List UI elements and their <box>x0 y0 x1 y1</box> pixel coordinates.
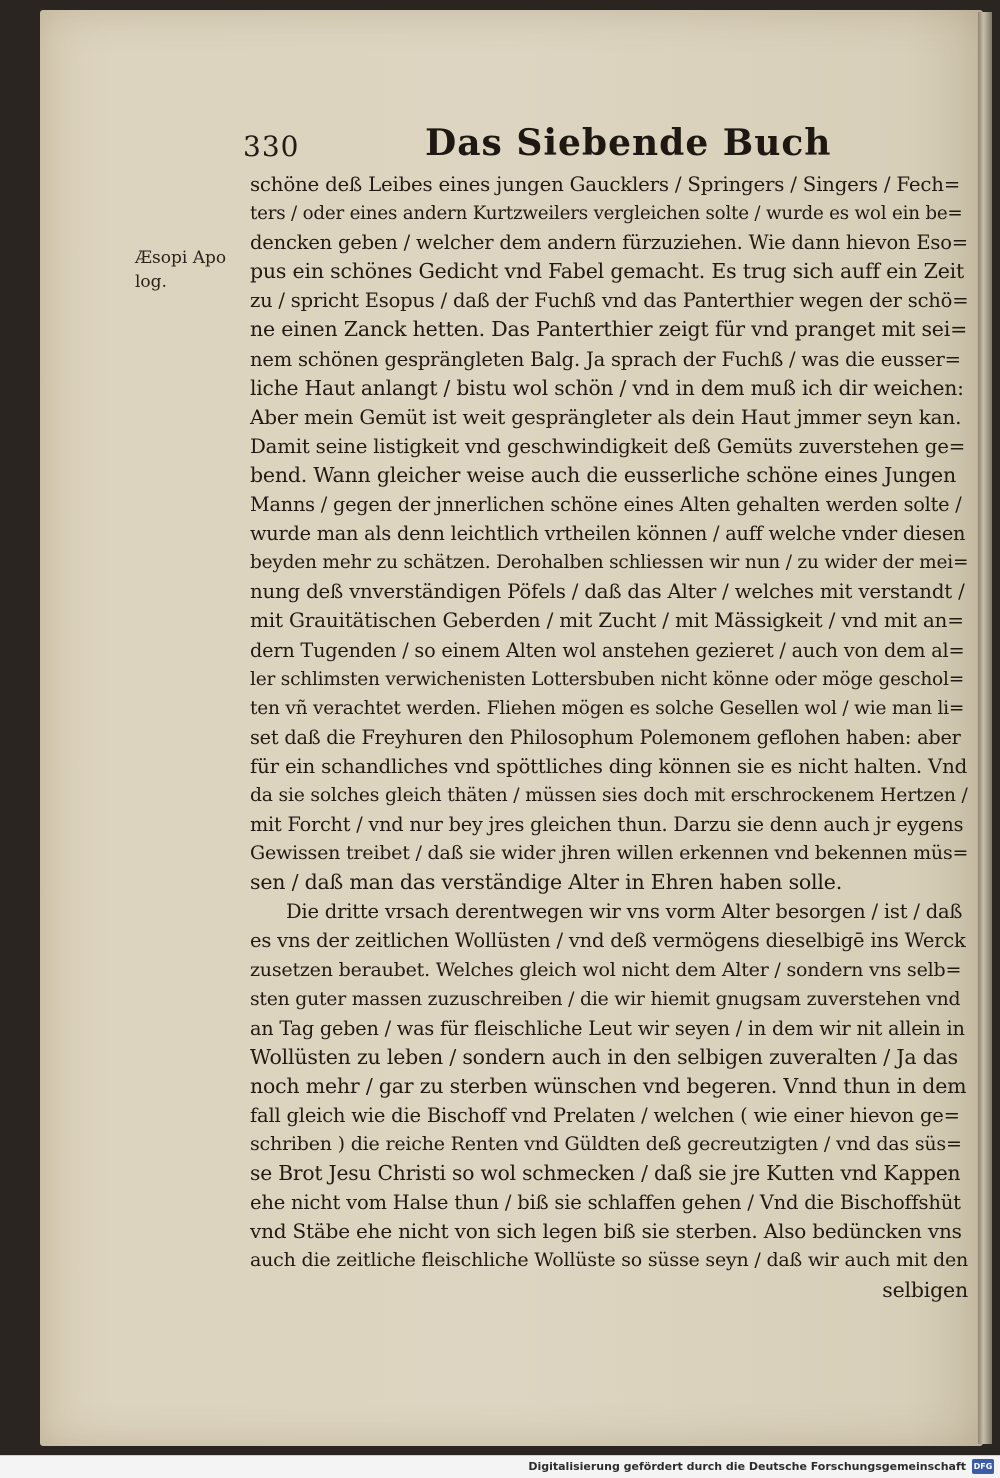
margin-note <box>135 246 233 294</box>
text-line: mit Forcht / vnd nur bey jres gleichen thun. Darzu sie denn auch jr eygens <box>250 813 964 837</box>
text-line: Manns / gegen der jnnerlichen schöne eines Alten gehalten werden solte / <box>250 493 962 517</box>
text-line: sen / daß man das verständige Alter in Ehren haben solle. <box>250 870 843 895</box>
text-line: dencken geben / welcher dem andern fürzuziehen. Wie dann hievon Eso= <box>250 231 968 255</box>
text-line: zu / spricht Esopus / daß der Fuchß vnd das Panterthier wegen der schö= <box>250 289 969 313</box>
text-line: für ein schandliches vnd spöttliches ding können sie es nicht halten. Vnd <box>250 754 968 778</box>
text-line: nem schönen gesprängleten Balg. Ja sprach der Fuchß / was die eusser= <box>250 347 961 371</box>
text-line: selbigen <box>882 1277 968 1302</box>
text-line: an Tag geben / was für fleischliche Leut wir seyen / in dem wir nit allein in <box>250 1016 965 1040</box>
body-text <box>250 170 968 1305</box>
text-line: fall gleich wie die Bischoff vnd Prelaten / welchen ( wie einer hievon ge= <box>250 1104 960 1127</box>
page-title: Das Siebende Buch <box>425 122 832 164</box>
text-line: zusetzen beraubet. Welches gleich wol nicht dem Alter / sondern vns selb= <box>250 958 962 981</box>
text-line: Wollüsten zu leben / sondern auch in den selbigen zuveralten / Ja das <box>250 1044 958 1069</box>
text-line: Damit seine listigkeit vnd geschwindigkeit deß Gemüts zuverstehen ge= <box>250 434 966 458</box>
text-line: mit Grauitätischen Geberden / mit Zucht / mit Mässigkeit / vnd mit an= <box>250 608 964 633</box>
text-line: da sie solches gleich thäten / müssen sies doch mit erschrockenem Hertzen / <box>250 784 968 806</box>
text-line: set daß die Freyhuren den Philosophum Polemonem geflohen haben: aber <box>250 725 961 749</box>
text-line: bend. Wann gleicher weise auch die eusserliche schöne eines Jungen <box>250 462 956 487</box>
text-line: sten guter massen zuzuschreiben / die wir hiemit gnugsam zuverstehen vnd <box>250 988 961 1010</box>
text-line: dern Tugenden / so einem Alten wol anstehen gezieret / auch von dem al= <box>250 638 965 662</box>
text-line: ehe nicht vom Halse thun / biß sie schlaffen gehen / Vnd die Bischoffshüt <box>250 1191 961 1215</box>
running-head <box>243 118 983 166</box>
text-line: schöne deß Leibes eines jungen Gaucklers / Springers / Singers / Fech= <box>250 173 961 196</box>
text-line: ters / oder eines andern Kurtzweilers vergleichen solte / wurde es wol ein be= <box>250 203 963 225</box>
funding-credit: Digitalisierung gefördert durch die Deutsche Forschungsgemeinschaft <box>528 1460 966 1473</box>
text-line: Gewissen treibet / daß sie wider jhren willen erkennen vnd bekennen müs= <box>250 842 969 865</box>
margin-note-line: log. <box>135 272 167 292</box>
footer-bar <box>0 1455 1000 1478</box>
text-line: noch mehr / gar zu sterben wünschen vnd begeren. Vnnd thun in dem <box>250 1073 967 1098</box>
text-line: ten vñ verachtet werden. Fliehen mögen es solche Gesellen wol / wie man li= <box>250 697 965 719</box>
text-line: pus ein schönes Gedicht vnd Fabel gemacht. Es trug sich auff ein Zeit <box>250 259 965 284</box>
text-line: wurde man als denn leichtlich vrtheilen können / auff welche vnder diesen <box>250 522 966 546</box>
text-line: ne einen Zanck hetten. Das Panterthier zeigt für vnd pranget mit sei= <box>250 317 968 342</box>
text-line: es vns der zeitlichen Wollüsten / vnd deß vermögens dieselbigē ins Werck <box>250 929 966 953</box>
text-line: auch die zeitliche fleischliche Wollüste so süsse seyn / daß wir auch mit den <box>250 1249 969 1272</box>
margin-note-line: Æsopi Apo <box>135 248 227 268</box>
dfg-logo-icon: DFG <box>972 1459 994 1474</box>
text-line: Die dritte vrsach derentwegen wir vns vorm Alter besorgen / ist / daß <box>286 900 963 924</box>
text-line: nung deß vnverständigen Pöfels / daß das Alter / welches mit verstandt / <box>250 580 965 604</box>
page-number: 330 <box>243 130 300 163</box>
text-line: se Brot Jesu Christi so wol schmecken / daß sie jre Kutten vnd Kappen <box>250 1161 961 1186</box>
text-line: ler schlimsten verwichenisten Lottersbuben nicht könne oder möge geschol= <box>250 668 965 690</box>
text-line: schriben ) die reiche Renten vnd Güldten deß gecreutzigten / vnd das süs= <box>250 1133 962 1156</box>
text-line: liche Haut anlangt / bistu wol schön / vnd in dem muß ich dir weichen: <box>250 375 964 400</box>
text-line: vnd Stäbe ehe nicht von sich legen biß sie sterben. Also bedüncken vns <box>250 1219 962 1244</box>
text-line: Aber mein Gemüt ist weit gesprängleter als dein Haut jmmer seyn kan. <box>250 404 962 429</box>
page-edge <box>978 12 992 1444</box>
text-line: beyden mehr zu schätzen. Derohalben schliessen wir nun / zu wider der mei= <box>250 552 969 574</box>
